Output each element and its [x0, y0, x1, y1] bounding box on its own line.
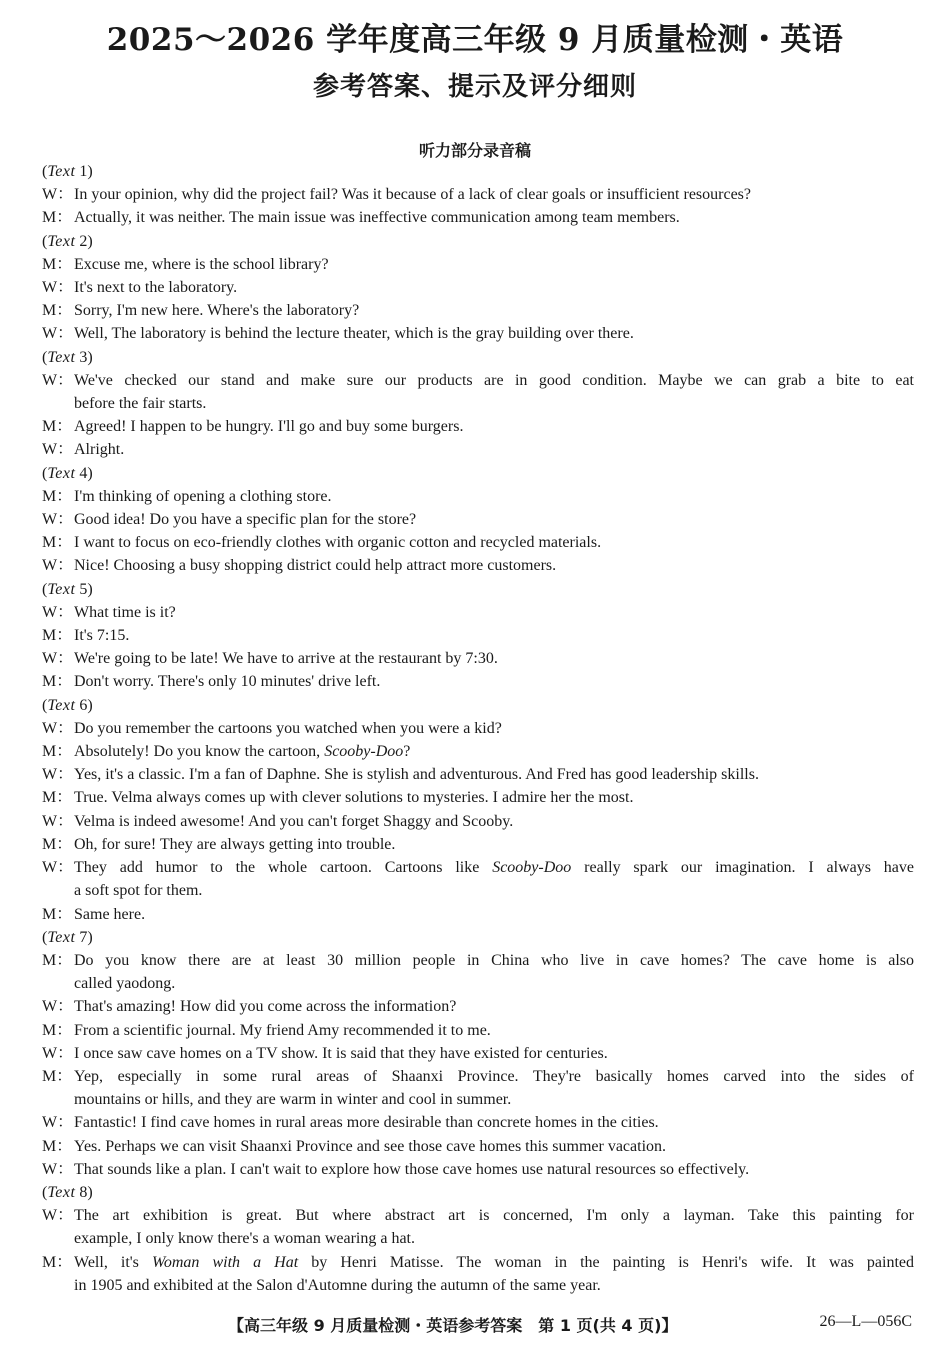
utterance-segment: Good idea! Do you have a specific plan for the store?	[74, 511, 417, 529]
paren-open: (	[42, 928, 48, 946]
utterance-line	[74, 789, 633, 806]
speaker-label: M：	[42, 835, 73, 853]
utterance-segment: Do you remember the cartoons you watched when you were a kid?	[74, 719, 502, 737]
text-label-number: 5	[79, 580, 88, 598]
paren-open: (	[42, 464, 48, 482]
paren-close: )	[87, 464, 93, 482]
paren-open: (	[42, 580, 48, 598]
footer-code: 26—L—056C	[819, 1313, 912, 1330]
utterance-segment: They add humor to the whole cartoon. Cartoons like	[74, 859, 493, 877]
paren-open: (	[42, 348, 48, 366]
utterance-line	[74, 557, 556, 574]
speaker-label: M：	[42, 209, 73, 227]
text-label	[42, 694, 914, 717]
dialogue-line	[42, 183, 914, 206]
utterance-text	[74, 206, 914, 229]
utterance-text	[74, 485, 914, 508]
speaker-label: M：	[42, 534, 73, 552]
utterance-text	[74, 299, 914, 322]
utterance-segment: Excuse me, where is the school library?	[74, 255, 329, 273]
utterance-line	[74, 534, 601, 551]
dialogue-line	[42, 1111, 914, 1134]
speaker-label: M：	[42, 1067, 73, 1085]
speaker-label: M：	[42, 1021, 73, 1039]
utterance-text	[74, 763, 914, 786]
utterance-line	[74, 627, 129, 644]
utterance-text	[74, 810, 914, 833]
utterance-text	[74, 1111, 914, 1134]
utterance-line	[74, 279, 237, 296]
dialogue-line	[42, 1204, 914, 1250]
utterance-segment: We've checked our stand and make sure our products are in good condition. Maybe we can grab a bite to eat	[74, 371, 914, 389]
text-label-word: Text	[47, 232, 76, 250]
dialogue-line	[42, 554, 914, 577]
dialogue-line	[42, 415, 914, 438]
dialogue-line	[42, 276, 914, 299]
utterance-text	[74, 740, 914, 763]
text-label	[42, 1181, 914, 1204]
utterance-text	[74, 670, 914, 693]
speaker-label: M：	[42, 302, 73, 320]
utterance-segment: Absolutely! Do you know the cartoon,	[74, 743, 325, 761]
utterance-text	[74, 1065, 914, 1111]
utterance-segment: It's next to the laboratory.	[74, 279, 238, 297]
text-label-word: Text	[47, 928, 76, 946]
utterance-text	[74, 438, 914, 461]
utterance-text	[74, 717, 914, 740]
dialogue-line	[42, 903, 914, 926]
utterance-text	[74, 856, 914, 902]
utterance-segment: Do you know there are at least 30 million people in China who live in cave homes? The cave home is also	[74, 951, 914, 969]
speaker-label: W：	[42, 441, 74, 459]
paren-close: )	[87, 348, 93, 366]
paren-close: )	[87, 163, 93, 180]
dialogue-line	[42, 299, 914, 322]
utterance-text	[74, 1158, 914, 1181]
dialogue-line	[42, 1251, 914, 1297]
dialogue-line	[42, 833, 914, 856]
text-label-number: 2	[79, 232, 88, 250]
speaker-label: W：	[42, 279, 74, 297]
paren-open: (	[42, 1183, 48, 1201]
utterance-segment: Sorry, I'm new here. Where's the laboratory?	[74, 302, 360, 320]
utterance-line	[74, 1251, 914, 1274]
utterance-segment: by Henri Matisse. The woman in the painting is Henri's wife. It was painted	[298, 1253, 914, 1271]
utterance-line	[74, 720, 502, 737]
utterance-segment: I'm thinking of opening a clothing store.	[74, 487, 332, 505]
text-label-number: 3	[79, 348, 88, 366]
utterance-text	[74, 253, 914, 276]
speaker-label: W：	[42, 557, 74, 575]
utterance-line	[74, 1138, 666, 1155]
speaker-label: M：	[42, 255, 73, 273]
utterance-line	[74, 1022, 491, 1039]
dialogue-line	[42, 1019, 914, 1042]
speaker-label: M：	[42, 673, 73, 691]
text-label-number: 8	[79, 1183, 88, 1201]
utterance-line	[74, 325, 634, 342]
utterance-line	[74, 488, 332, 505]
paren-close: )	[87, 1183, 93, 1201]
speaker-label: W：	[42, 1160, 74, 1178]
utterance-segment: Fantastic! I find cave homes in rural areas more desirable than concrete homes in the cities.	[74, 1114, 659, 1132]
speaker-label: W：	[42, 186, 74, 204]
utterance-segment: I want to focus on eco-friendly clothes with organic cotton and recycled materials.	[74, 534, 602, 552]
utterance-text	[74, 276, 914, 299]
utterance-line	[74, 856, 914, 879]
text-label	[42, 926, 914, 949]
utterance-segment: ?	[403, 743, 411, 761]
utterance-segment: Velma is indeed awesome! And you can't forget Shaggy and Scooby.	[74, 812, 514, 830]
utterance-line	[74, 906, 145, 923]
text-label	[42, 160, 914, 183]
utterance-line	[74, 256, 329, 273]
text-label	[42, 230, 914, 253]
dialogue-line	[42, 369, 914, 415]
utterance-text	[74, 1251, 914, 1297]
text-label	[42, 578, 914, 601]
dialogue-line	[42, 786, 914, 809]
dialogue-line	[42, 322, 914, 345]
utterance-line	[74, 441, 124, 458]
text-label-number: 7	[79, 928, 88, 946]
utterance-segment: Don't worry. There's only 10 minutes' drive left.	[74, 673, 381, 691]
dialogue-line	[42, 1042, 914, 1065]
dialogue-line	[42, 1158, 914, 1181]
page-footer	[0, 1313, 950, 1337]
speaker-label: W：	[42, 603, 74, 621]
utterance-segment: We're going to be late! We have to arrive at the restaurant by 7:30.	[74, 650, 498, 668]
utterance-text	[74, 647, 914, 670]
dialogue-line	[42, 253, 914, 276]
speaker-label: W：	[42, 859, 74, 877]
speaker-label: W：	[42, 1044, 74, 1062]
speaker-label: M：	[42, 905, 73, 923]
utterance-segment: Agreed! I happen to be hungry. I'll go and buy some burgers.	[74, 418, 464, 436]
speaker-label: W：	[42, 650, 74, 668]
utterance-line	[74, 813, 513, 830]
speaker-label: W：	[42, 812, 74, 830]
utterance-line	[74, 998, 456, 1015]
utterance-line	[74, 1065, 914, 1088]
speaker-label: W：	[42, 998, 74, 1016]
utterance-segment: That sounds like a plan. I can't wait to explore how those cave homes use natural resources so effectively.	[74, 1160, 750, 1178]
speaker-label: M：	[42, 1253, 73, 1271]
paren-open: (	[42, 696, 48, 714]
utterance-line	[74, 673, 380, 690]
dialogue-line	[42, 647, 914, 670]
utterance-segment: The art exhibition is great. But where abstract art is concerned, I'm only a layman. Take this painting for	[74, 1207, 914, 1225]
paren-close: )	[87, 696, 93, 714]
paren-close: )	[87, 928, 93, 946]
dialogue-line	[42, 601, 914, 624]
paren-close: )	[87, 580, 93, 598]
utterance-segment: In your opinion, why did the project fail? Was it because of a lack of clear goals or insufficient resources?	[74, 186, 751, 204]
text-label-word: Text	[47, 163, 76, 180]
listening-transcript	[42, 160, 914, 1297]
text-label-word: Text	[47, 580, 76, 598]
utterance-continuation: mountains or hills, and they are warm in winter and cool in summer.	[74, 1091, 512, 1109]
utterance-segment: Nice! Choosing a busy shopping district could help attract more customers.	[74, 557, 557, 575]
utterance-text	[74, 531, 914, 554]
speaker-label: M：	[42, 487, 73, 505]
utterance-line	[74, 836, 395, 853]
utterance-text	[74, 554, 914, 577]
speaker-label: W：	[42, 325, 74, 343]
dialogue-line	[42, 740, 914, 763]
speaker-label: M：	[42, 627, 73, 645]
utterance-text	[74, 786, 914, 809]
utterance-line	[74, 650, 498, 667]
utterance-text	[74, 601, 914, 624]
section-heading: 听力部分录音稿	[418, 141, 531, 160]
utterance-segment: That's amazing! How did you come across the information?	[74, 998, 457, 1016]
dialogue-line	[42, 670, 914, 693]
utterance-line	[74, 949, 914, 972]
dialogue-line	[42, 206, 914, 229]
footer-page-info: 【高三年级 9 月质量检测・英语参考答案 第 1 页(共 4 页)】	[228, 1316, 678, 1335]
dialogue-line	[42, 624, 914, 647]
utterance-text	[74, 624, 914, 647]
italic-title: Scooby-Doo	[324, 743, 404, 761]
utterance-segment: I once saw cave homes on a TV show. It is said that they have existed for centuries.	[74, 1044, 608, 1062]
utterance-line	[74, 511, 416, 528]
dialogue-line	[42, 508, 914, 531]
utterance-continuation: called yaodong.	[74, 975, 176, 993]
speaker-label: W：	[42, 766, 74, 784]
utterance-segment: really spark our imagination. I always have	[571, 859, 915, 877]
text-label-word: Text	[47, 1183, 76, 1201]
dialogue-line	[42, 485, 914, 508]
dialogue-line	[42, 763, 914, 786]
utterance-segment: Well, it's	[74, 1253, 152, 1271]
utterance-text	[74, 1019, 914, 1042]
speaker-label: M：	[42, 951, 73, 969]
speaker-label: W：	[42, 1207, 74, 1225]
text-label-word: Text	[47, 696, 76, 714]
utterance-line	[74, 1114, 659, 1131]
speaker-label: M：	[42, 418, 73, 436]
speaker-label: W：	[42, 371, 74, 389]
dialogue-line	[42, 717, 914, 740]
utterance-line	[74, 1204, 914, 1227]
utterance-continuation: before the fair starts.	[74, 395, 207, 413]
utterance-text	[74, 1042, 914, 1065]
paren-open: (	[42, 232, 48, 250]
utterance-line	[74, 743, 410, 760]
utterance-text	[74, 949, 914, 995]
document-subtitle: 参考答案、提示及评分细则	[312, 72, 637, 102]
utterance-segment: Alright.	[74, 441, 125, 459]
text-label	[42, 462, 914, 485]
utterance-text	[74, 1204, 914, 1250]
utterance-segment: From a scientific journal. My friend Amy recommended it to me.	[74, 1021, 491, 1039]
text-label-word: Text	[47, 348, 76, 366]
utterance-segment: Yes, it's a classic. I'm a fan of Daphne. She is stylish and adventurous. And Fred has good leadership skills.	[74, 766, 759, 784]
paren-close: )	[87, 232, 93, 250]
utterance-segment: Well, The laboratory is behind the lecture theater, which is the gray building over there.	[74, 325, 634, 343]
utterance-text	[74, 833, 914, 856]
utterance-segment: Yes. Perhaps we can visit Shaanxi Province and see those cave homes this summer vacation.	[74, 1137, 667, 1155]
dialogue-line	[42, 856, 914, 902]
utterance-text	[74, 415, 914, 438]
utterance-segment: Actually, it was neither. The main issue was ineffective communication among team members.	[74, 209, 680, 227]
utterance-text	[74, 183, 914, 206]
utterance-segment: Same here.	[74, 905, 146, 923]
speaker-label: W：	[42, 1114, 74, 1132]
speaker-label: W：	[42, 511, 74, 529]
utterance-line	[74, 369, 914, 392]
utterance-text	[74, 1135, 914, 1158]
utterance-line	[74, 1045, 608, 1062]
utterance-segment: Yep, especially in some rural areas of Shaanxi Province. They're basically homes carved into the sides of	[74, 1067, 914, 1085]
italic-title: Woman with a Hat	[151, 1253, 299, 1271]
utterance-segment: What time is it?	[74, 603, 176, 621]
utterance-text	[74, 322, 914, 345]
italic-title: Scooby-Doo	[492, 859, 572, 877]
speaker-label: M：	[42, 789, 73, 807]
document-title: 2025～2026 学年度高三年级 9 月质量检测・英语	[106, 22, 844, 58]
speaker-label: M：	[42, 1137, 73, 1155]
utterance-continuation: example, I only know there's a woman wearing a hat.	[74, 1230, 415, 1248]
dialogue-line	[42, 995, 914, 1018]
dialogue-line	[42, 810, 914, 833]
speaker-label: W：	[42, 719, 74, 737]
utterance-line	[74, 766, 759, 783]
text-label-word: Text	[47, 464, 76, 482]
text-label-number: 4	[79, 464, 88, 482]
dialogue-line	[42, 949, 914, 995]
utterance-line	[74, 209, 680, 226]
utterance-line	[74, 1161, 749, 1178]
dialogue-line	[42, 438, 914, 461]
utterance-continuation: a soft spot for them.	[74, 882, 203, 900]
text-label-number: 1	[79, 163, 88, 180]
utterance-line	[74, 604, 176, 621]
utterance-segment: It's 7:15.	[74, 627, 130, 645]
dialogue-line	[42, 1065, 914, 1111]
dialogue-line	[42, 1135, 914, 1158]
utterance-line	[74, 302, 359, 319]
utterance-text	[74, 995, 914, 1018]
utterance-line	[74, 186, 751, 203]
utterance-segment: Oh, for sure! They are always getting into trouble.	[74, 835, 396, 853]
utterance-line	[74, 418, 463, 435]
text-label-number: 6	[79, 696, 88, 714]
utterance-text	[74, 369, 914, 415]
text-label	[42, 346, 914, 369]
paren-open: (	[42, 163, 48, 180]
speaker-label: M：	[42, 743, 73, 761]
utterance-continuation: in 1905 and exhibited at the Salon d'Automne during the autumn of the same year.	[74, 1276, 601, 1294]
utterance-segment: True. Velma always comes up with clever solutions to mysteries. I admire her the most.	[74, 789, 634, 807]
dialogue-line	[42, 531, 914, 554]
utterance-text	[74, 903, 914, 926]
utterance-text	[74, 508, 914, 531]
